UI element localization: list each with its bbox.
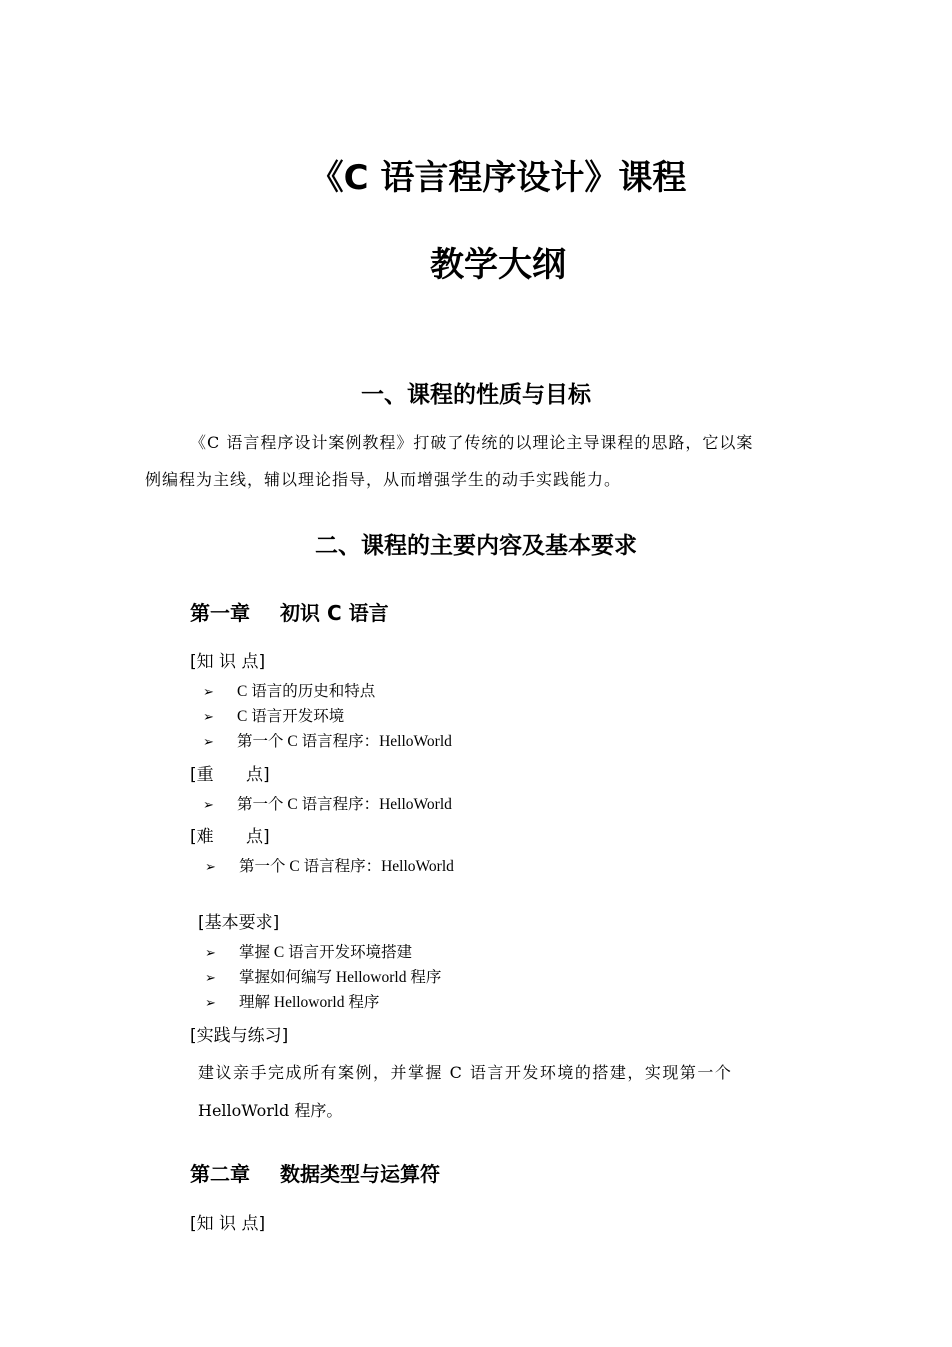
chapter1-key-item: ➢ 第一个 C 语言程序：HelloWorld (203, 796, 452, 813)
chapter2-heading (190, 1158, 440, 1187)
bullet-arrow-icon: ➢ (203, 684, 214, 699)
bullet-arrow-icon: ➢ (203, 709, 214, 724)
chapter2-number: 第二章 (190, 1162, 250, 1186)
chapter1-name: 初识 C 语言 (280, 601, 389, 625)
chapter1-difficult-label: [难 点] (190, 827, 270, 847)
chapter1-key-label: [重 点] (190, 765, 270, 785)
document-title-line1: 《C 语言程序设计》课程 (309, 158, 687, 198)
chapter1-requirement-item: ➢ 掌握如何编写 Helloworld 程序 (205, 969, 442, 986)
bullet-arrow-icon: ➢ (205, 945, 216, 960)
section2-heading: 二、课程的主要内容及基本要求 (315, 533, 637, 559)
chapter1-knowledge-item: ➢ C 语言开发环境 (203, 708, 345, 725)
section1-heading: 一、课程的性质与目标 (361, 382, 591, 408)
chapter1-requirements-label: [基本要求] (198, 913, 280, 933)
bullet-arrow-icon: ➢ (205, 859, 216, 874)
chapter1-number: 第一章 (190, 601, 250, 625)
bullet-arrow-icon: ➢ (205, 995, 216, 1010)
chapter1-requirement-item: ➢ 掌握 C 语言开发环境搭建 (205, 944, 413, 961)
document-title-line2: 教学大纲 (430, 245, 566, 285)
bullet-arrow-icon: ➢ (203, 797, 214, 812)
chapter2-knowledge-label: [知 识 点] (190, 1214, 266, 1234)
bullet-arrow-icon: ➢ (203, 734, 214, 749)
chapter1-knowledge-item: ➢ 第一个 C 语言程序：HelloWorld (203, 733, 452, 750)
chapter1-requirement-item: ➢ 理解 Helloworld 程序 (205, 994, 380, 1011)
section1-paragraph-line2: 例编程为主线，辅以理论指导，从而增强学生的动手实践能力。 (145, 470, 622, 489)
chapter1-knowledge-item: ➢ C 语言的历史和特点 (203, 683, 376, 700)
bullet-arrow-icon: ➢ (205, 970, 216, 985)
chapter1-practice-line1: 建议亲手完成所有案例，并掌握 C 语言开发环境的搭建，实现第一个 (198, 1063, 733, 1082)
section1-paragraph-line1: 《C 语言程序设计案例教程》打破了传统的以理论主导课程的思路，它以案 (190, 433, 754, 452)
chapter2-name: 数据类型与运算符 (280, 1162, 440, 1186)
chapter1-practice-label: [实践与练习] (190, 1026, 289, 1046)
chapter1-knowledge-label: [知 识 点] (190, 652, 266, 672)
chapter1-practice-line2: HelloWorld 程序。 (198, 1101, 343, 1120)
chapter1-difficult-item: ➢ 第一个 C 语言程序：HelloWorld (205, 858, 454, 875)
chapter1-heading (190, 597, 389, 626)
